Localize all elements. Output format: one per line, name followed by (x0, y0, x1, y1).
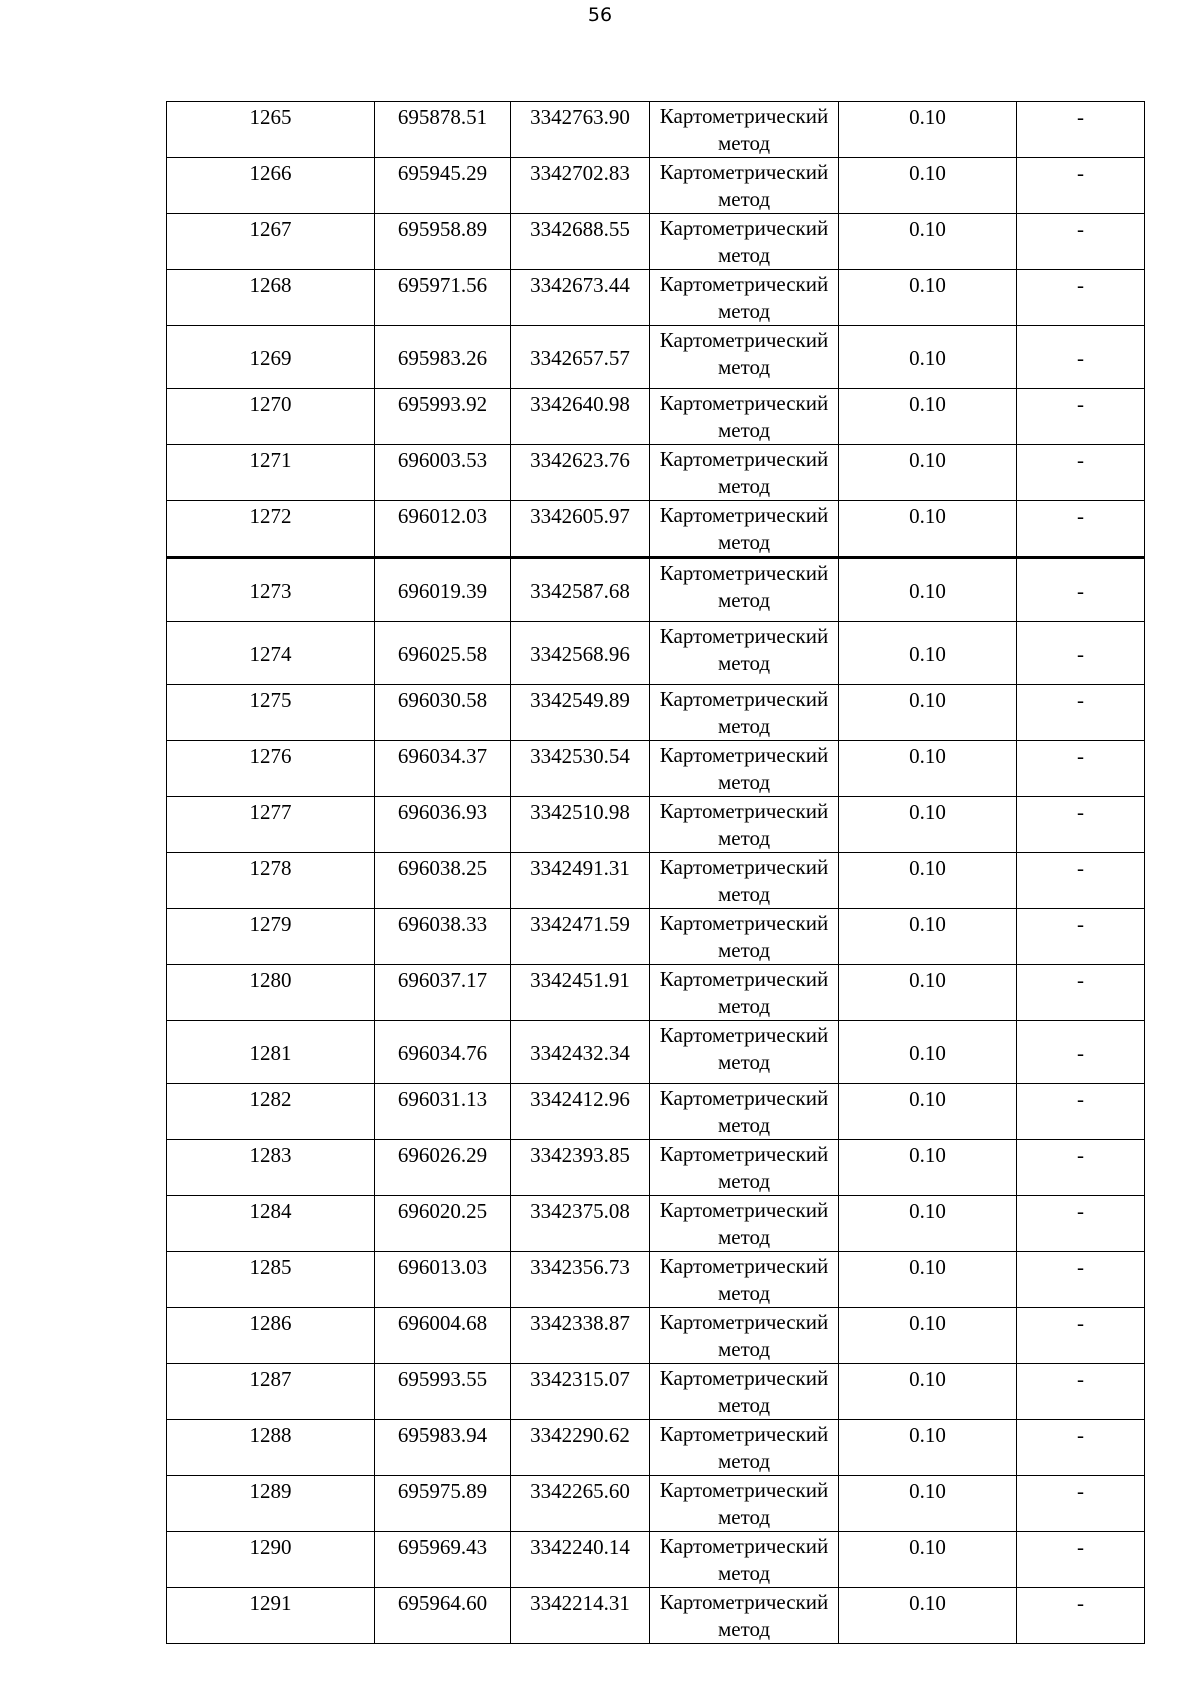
point-number-cell: 1265 (167, 102, 375, 158)
point-number-cell: 1288 (167, 1420, 375, 1476)
description-cell: - (1017, 909, 1145, 965)
x-coordinate-cell: 695964.60 (375, 1588, 511, 1644)
y-coordinate-cell: 3342432.34 (511, 1021, 650, 1084)
point-number-cell: 1272 (167, 501, 375, 558)
table-row (167, 1532, 1145, 1588)
accuracy-cell: 0.10 (839, 685, 1017, 741)
y-coordinate-cell: 3342640.98 (511, 389, 650, 445)
y-coordinate-cell: 3342491.31 (511, 853, 650, 909)
point-number-cell: 1274 (167, 622, 375, 685)
accuracy-cell: 0.10 (839, 1140, 1017, 1196)
x-coordinate-cell: 696025.58 (375, 622, 511, 685)
method-cell (650, 741, 839, 797)
table-row (167, 326, 1145, 389)
method-cell (650, 558, 839, 622)
method-line-2: метод (717, 1169, 771, 1193)
description-cell: - (1017, 214, 1145, 270)
method-cell (650, 622, 839, 685)
point-number-cell: 1269 (167, 326, 375, 389)
accuracy-cell: 0.10 (839, 1532, 1017, 1588)
y-coordinate-cell: 3342587.68 (511, 558, 650, 622)
method-cell (650, 1308, 839, 1364)
point-number-cell: 1280 (167, 965, 375, 1021)
y-coordinate-cell: 3342356.73 (511, 1252, 650, 1308)
y-coordinate-cell: 3342451.91 (511, 965, 650, 1021)
method-line-2: метод (717, 1505, 771, 1529)
table-row (167, 158, 1145, 214)
x-coordinate-cell: 696003.53 (375, 445, 511, 501)
x-coordinate-cell: 696037.17 (375, 965, 511, 1021)
method-line-2: метод (717, 299, 771, 323)
table-row (167, 1140, 1145, 1196)
description-cell: - (1017, 326, 1145, 389)
point-number-cell: 1268 (167, 270, 375, 326)
x-coordinate-cell: 695945.29 (375, 158, 511, 214)
description-cell: - (1017, 501, 1145, 558)
accuracy-cell: 0.10 (839, 270, 1017, 326)
point-number-cell: 1291 (167, 1588, 375, 1644)
point-number-cell: 1275 (167, 685, 375, 741)
description-cell: - (1017, 741, 1145, 797)
method-cell (650, 797, 839, 853)
description-cell: - (1017, 1308, 1145, 1364)
method-cell (650, 1532, 839, 1588)
point-number-cell: 1279 (167, 909, 375, 965)
method-line-1: Картометрический (659, 687, 829, 711)
accuracy-cell: 0.10 (839, 102, 1017, 158)
description-cell: - (1017, 445, 1145, 501)
x-coordinate-cell: 695993.55 (375, 1364, 511, 1420)
method-cell (650, 1021, 839, 1084)
y-coordinate-cell: 3342338.87 (511, 1308, 650, 1364)
method-cell (650, 1420, 839, 1476)
accuracy-cell: 0.10 (839, 1588, 1017, 1644)
point-number-cell: 1267 (167, 214, 375, 270)
method-line-2: метод (717, 187, 771, 211)
y-coordinate-cell: 3342763.90 (511, 102, 650, 158)
method-line-1: Картометрический (659, 1086, 829, 1110)
table-row (167, 1420, 1145, 1476)
description-cell: - (1017, 622, 1145, 685)
method-line-1: Картометрический (659, 1590, 829, 1614)
method-line-1: Картометрический (659, 1198, 829, 1222)
method-line-1: Картометрический (659, 967, 829, 991)
method-line-1: Картометрический (659, 1422, 829, 1446)
description-cell: - (1017, 1476, 1145, 1532)
method-line-2: метод (717, 355, 771, 379)
x-coordinate-cell: 696034.76 (375, 1021, 511, 1084)
y-coordinate-cell: 3342688.55 (511, 214, 650, 270)
method-line-2: метод (717, 826, 771, 850)
x-coordinate-cell: 696004.68 (375, 1308, 511, 1364)
point-number-cell: 1270 (167, 389, 375, 445)
y-coordinate-cell: 3342315.07 (511, 1364, 650, 1420)
method-line-2: метод (717, 651, 771, 675)
method-cell (650, 1084, 839, 1140)
method-cell (650, 1364, 839, 1420)
table-row (167, 965, 1145, 1021)
x-coordinate-cell: 696031.13 (375, 1084, 511, 1140)
description-cell: - (1017, 1532, 1145, 1588)
table-row (167, 270, 1145, 326)
accuracy-cell: 0.10 (839, 909, 1017, 965)
method-cell (650, 1588, 839, 1644)
method-line-2: метод (717, 1561, 771, 1585)
method-line-2: метод (717, 1225, 771, 1249)
method-line-1: Картометрический (659, 1254, 829, 1278)
y-coordinate-cell: 3342549.89 (511, 685, 650, 741)
accuracy-cell: 0.10 (839, 1420, 1017, 1476)
x-coordinate-cell: 696012.03 (375, 501, 511, 558)
description-cell: - (1017, 1084, 1145, 1140)
description-cell: - (1017, 797, 1145, 853)
point-number-cell: 1271 (167, 445, 375, 501)
method-cell (650, 158, 839, 214)
method-line-1: Картометрический (659, 743, 829, 767)
x-coordinate-cell: 696013.03 (375, 1252, 511, 1308)
accuracy-cell: 0.10 (839, 797, 1017, 853)
y-coordinate-cell: 3342623.76 (511, 445, 650, 501)
method-line-2: метод (717, 770, 771, 794)
description-cell: - (1017, 1252, 1145, 1308)
x-coordinate-cell: 696036.93 (375, 797, 511, 853)
accuracy-cell: 0.10 (839, 326, 1017, 389)
table-row (167, 1021, 1145, 1084)
accuracy-cell: 0.10 (839, 853, 1017, 909)
table-row (167, 1252, 1145, 1308)
method-line-1: Картометрический (659, 272, 829, 296)
x-coordinate-cell: 696038.25 (375, 853, 511, 909)
y-coordinate-cell: 3342657.57 (511, 326, 650, 389)
y-coordinate-cell: 3342471.59 (511, 909, 650, 965)
method-cell (650, 909, 839, 965)
accuracy-cell: 0.10 (839, 741, 1017, 797)
method-line-1: Картометрический (659, 1478, 829, 1502)
accuracy-cell: 0.10 (839, 965, 1017, 1021)
method-line-2: метод (717, 882, 771, 906)
description-cell: - (1017, 1420, 1145, 1476)
x-coordinate-cell: 695969.43 (375, 1532, 511, 1588)
y-coordinate-cell: 3342673.44 (511, 270, 650, 326)
accuracy-cell: 0.10 (839, 1308, 1017, 1364)
accuracy-cell: 0.10 (839, 1364, 1017, 1420)
y-coordinate-cell: 3342240.14 (511, 1532, 650, 1588)
method-line-2: метод (717, 1050, 771, 1074)
x-coordinate-cell: 696030.58 (375, 685, 511, 741)
table-row (167, 685, 1145, 741)
description-cell: - (1017, 270, 1145, 326)
method-cell (650, 965, 839, 1021)
table-row (167, 909, 1145, 965)
point-number-cell: 1266 (167, 158, 375, 214)
description-cell: - (1017, 685, 1145, 741)
method-line-2: метод (717, 131, 771, 155)
table-row (167, 445, 1145, 501)
method-cell (650, 445, 839, 501)
method-cell (650, 1140, 839, 1196)
method-line-2: метод (717, 474, 771, 498)
accuracy-cell: 0.10 (839, 1252, 1017, 1308)
point-number-cell: 1276 (167, 741, 375, 797)
y-coordinate-cell: 3342568.96 (511, 622, 650, 685)
page-number: 56 (587, 4, 613, 26)
method-cell (650, 270, 839, 326)
accuracy-cell: 0.10 (839, 158, 1017, 214)
method-line-1: Картометрический (659, 799, 829, 823)
x-coordinate-cell: 695878.51 (375, 102, 511, 158)
x-coordinate-cell: 696034.37 (375, 741, 511, 797)
point-number-cell: 1284 (167, 1196, 375, 1252)
y-coordinate-cell: 3342412.96 (511, 1084, 650, 1140)
method-line-1: Картометрический (659, 216, 829, 240)
table-row (167, 622, 1145, 685)
x-coordinate-cell: 696019.39 (375, 558, 511, 622)
y-coordinate-cell: 3342605.97 (511, 501, 650, 558)
table-row (167, 102, 1145, 158)
method-line-1: Картометрический (659, 503, 829, 527)
point-number-cell: 1277 (167, 797, 375, 853)
accuracy-cell: 0.10 (839, 1084, 1017, 1140)
method-line-2: метод (717, 1393, 771, 1417)
point-number-cell: 1290 (167, 1532, 375, 1588)
description-cell: - (1017, 965, 1145, 1021)
method-line-2: метод (717, 1337, 771, 1361)
method-line-1: Картометрический (659, 447, 829, 471)
method-line-2: метод (717, 714, 771, 738)
point-number-cell: 1287 (167, 1364, 375, 1420)
method-cell (650, 1252, 839, 1308)
method-line-1: Картометрический (659, 624, 829, 648)
table-row (167, 797, 1145, 853)
method-line-2: метод (717, 418, 771, 442)
method-cell (650, 214, 839, 270)
accuracy-cell: 0.10 (839, 501, 1017, 558)
method-line-1: Картометрический (659, 1023, 829, 1047)
description-cell: - (1017, 558, 1145, 622)
method-line-2: метод (717, 994, 771, 1018)
method-line-2: метод (717, 530, 771, 554)
method-line-1: Картометрический (659, 391, 829, 415)
table-row (167, 501, 1145, 558)
method-cell (650, 326, 839, 389)
description-cell: - (1017, 158, 1145, 214)
table-row (167, 214, 1145, 270)
point-number-cell: 1278 (167, 853, 375, 909)
method-line-2: метод (717, 1281, 771, 1305)
x-coordinate-cell: 695993.92 (375, 389, 511, 445)
description-cell: - (1017, 1588, 1145, 1644)
method-cell (650, 853, 839, 909)
point-number-cell: 1273 (167, 558, 375, 622)
table-row (167, 1084, 1145, 1140)
x-coordinate-cell: 695983.94 (375, 1420, 511, 1476)
accuracy-cell: 0.10 (839, 1021, 1017, 1084)
point-number-cell: 1286 (167, 1308, 375, 1364)
description-cell: - (1017, 389, 1145, 445)
method-cell (650, 1476, 839, 1532)
accuracy-cell: 0.10 (839, 1196, 1017, 1252)
method-line-1: Картометрический (659, 1310, 829, 1334)
point-number-cell: 1285 (167, 1252, 375, 1308)
x-coordinate-cell: 695958.89 (375, 214, 511, 270)
method-line-2: метод (717, 1617, 771, 1641)
point-number-cell: 1282 (167, 1084, 375, 1140)
method-cell (650, 389, 839, 445)
method-line-1: Картометрический (659, 104, 829, 128)
coordinates-table (166, 101, 1145, 1644)
method-line-1: Картометрический (659, 1366, 829, 1390)
method-cell (650, 501, 839, 558)
accuracy-cell: 0.10 (839, 622, 1017, 685)
table-row (167, 1196, 1145, 1252)
y-coordinate-cell: 3342702.83 (511, 158, 650, 214)
table-row (167, 1364, 1145, 1420)
point-number-cell: 1283 (167, 1140, 375, 1196)
y-coordinate-cell: 3342375.08 (511, 1196, 650, 1252)
point-number-cell: 1281 (167, 1021, 375, 1084)
table-row (167, 1308, 1145, 1364)
description-cell: - (1017, 1364, 1145, 1420)
description-cell: - (1017, 1196, 1145, 1252)
method-line-1: Картометрический (659, 1534, 829, 1558)
table-row (167, 558, 1145, 622)
accuracy-cell: 0.10 (839, 389, 1017, 445)
y-coordinate-cell: 3342214.31 (511, 1588, 650, 1644)
method-line-2: метод (717, 588, 771, 612)
accuracy-cell: 0.10 (839, 214, 1017, 270)
x-coordinate-cell: 695983.26 (375, 326, 511, 389)
table-row (167, 853, 1145, 909)
x-coordinate-cell: 696020.25 (375, 1196, 511, 1252)
y-coordinate-cell: 3342530.54 (511, 741, 650, 797)
method-cell (650, 1196, 839, 1252)
method-line-1: Картометрический (659, 1142, 829, 1166)
method-line-1: Картометрический (659, 911, 829, 935)
table-row (167, 741, 1145, 797)
x-coordinate-cell: 696038.33 (375, 909, 511, 965)
x-coordinate-cell: 695975.89 (375, 1476, 511, 1532)
table-row (167, 1588, 1145, 1644)
method-cell (650, 102, 839, 158)
description-cell: - (1017, 1021, 1145, 1084)
y-coordinate-cell: 3342393.85 (511, 1140, 650, 1196)
y-coordinate-cell: 3342265.60 (511, 1476, 650, 1532)
method-line-2: метод (717, 1113, 771, 1137)
coordinates-table-body (167, 102, 1145, 1644)
accuracy-cell: 0.10 (839, 558, 1017, 622)
description-cell: - (1017, 1140, 1145, 1196)
description-cell: - (1017, 102, 1145, 158)
method-line-2: метод (717, 1449, 771, 1473)
table-row (167, 389, 1145, 445)
y-coordinate-cell: 3342290.62 (511, 1420, 650, 1476)
x-coordinate-cell: 695971.56 (375, 270, 511, 326)
method-line-2: метод (717, 243, 771, 267)
method-cell (650, 685, 839, 741)
method-line-1: Картометрический (659, 855, 829, 879)
description-cell: - (1017, 853, 1145, 909)
method-line-1: Картометрический (659, 328, 829, 352)
method-line-2: метод (717, 938, 771, 962)
x-coordinate-cell: 696026.29 (375, 1140, 511, 1196)
table-row (167, 1476, 1145, 1532)
accuracy-cell: 0.10 (839, 445, 1017, 501)
method-line-1: Картометрический (659, 561, 829, 585)
y-coordinate-cell: 3342510.98 (511, 797, 650, 853)
method-line-1: Картометрический (659, 160, 829, 184)
point-number-cell: 1289 (167, 1476, 375, 1532)
accuracy-cell: 0.10 (839, 1476, 1017, 1532)
